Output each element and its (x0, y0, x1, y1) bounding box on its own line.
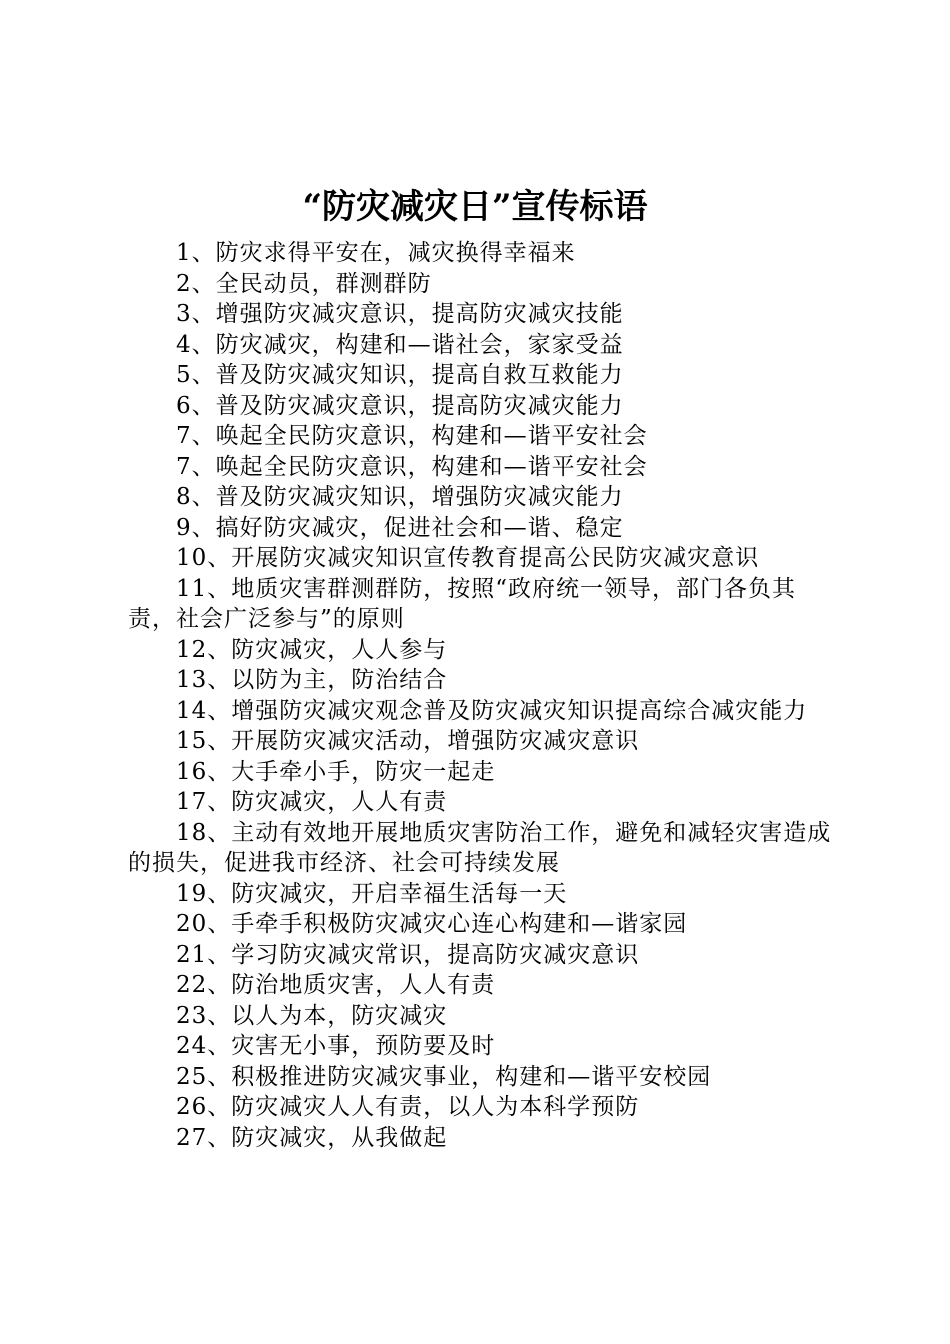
slogan-item: 11、地质灾害群测群防，按照“政府统一领导，部门各负其责，社会广泛参与”的原则 (128, 575, 797, 632)
slogan-item: 19、防灾减灾，开启幸福生活每一天 (176, 880, 568, 907)
slogan-item: 6、普及防灾减灾意识，提高防灾减灾能力 (176, 392, 624, 419)
slogan-item: 22、防治地质灾害，人人有责 (176, 972, 496, 998)
slogan-item: 9、搞好防灾减灾，促进社会和—谐、稳定 (176, 514, 624, 541)
slogan-item: 7、唤起全民防灾意识，构建和—谐平安社会 (176, 423, 648, 449)
slogan-item: 2、全民动员，群测群防 (176, 270, 432, 297)
slogan-item: 10、开展防灾减灾知识宣传教育提高公民防灾减灾意识 (176, 545, 760, 571)
slogan-item: 15、开展防灾减灾活动，增强防灾减灾意识 (176, 728, 640, 754)
slogan-item: 16、大手牵小手，防灾一起走 (176, 758, 496, 785)
slogan-item: 25、积极推进防灾减灾事业，构建和—谐平安校园 (176, 1063, 712, 1090)
slogan-item: 26、防灾减灾人人有责，以人为本科学预防 (176, 1094, 640, 1120)
slogan-item: 4、防灾减灾，构建和—谐社会，家家受益 (176, 331, 624, 358)
slogan-item: 3、增强防灾减灾意识，提高防灾减灾技能 (176, 301, 624, 327)
slogan-item: 7、唤起全民防灾意识，构建和—谐平安社会 (176, 453, 648, 480)
slogan-item: 8、普及防灾减灾知识，增强防灾减灾能力 (176, 484, 624, 510)
slogan-item: 21、学习防灾减灾常识，提高防灾减灾意识 (176, 941, 640, 968)
slogan-item: 23、以人为本，防灾减灾 (176, 1002, 448, 1029)
slogan-item: 13、以防为主，防治结合 (176, 667, 448, 693)
slogan-item: 14、增强防灾减灾观念普及防灾减灾知识提高综合减灾能力 (176, 697, 808, 724)
slogan-item: 1、防灾求得平安在，减灾换得幸福来 (176, 240, 576, 266)
slogan-item: 24、灾害无小事，预防要及时 (176, 1033, 496, 1059)
slogan-item: 5、普及防灾减灾知识，提高自救互救能力 (176, 362, 624, 388)
slogan-item: 17、防灾减灾，人人有责 (176, 789, 448, 815)
document-title: “防灾减灾日”宣传标语 (302, 187, 648, 227)
slogan-item: 27、防灾减灾，从我做起 (176, 1124, 448, 1151)
slogan-item: 20、手牵手积极防灾减灾心连心构建和—谐家园 (176, 911, 688, 937)
slogan-item: 12、防灾减灾，人人参与 (176, 636, 448, 663)
slogan-list (128, 238, 838, 1153)
slogan-item: 18、主动有效地开展地质灾害防治工作，避免和减轻灾害造成的损失，促进我市经济、社会可持续发展 (128, 819, 832, 876)
